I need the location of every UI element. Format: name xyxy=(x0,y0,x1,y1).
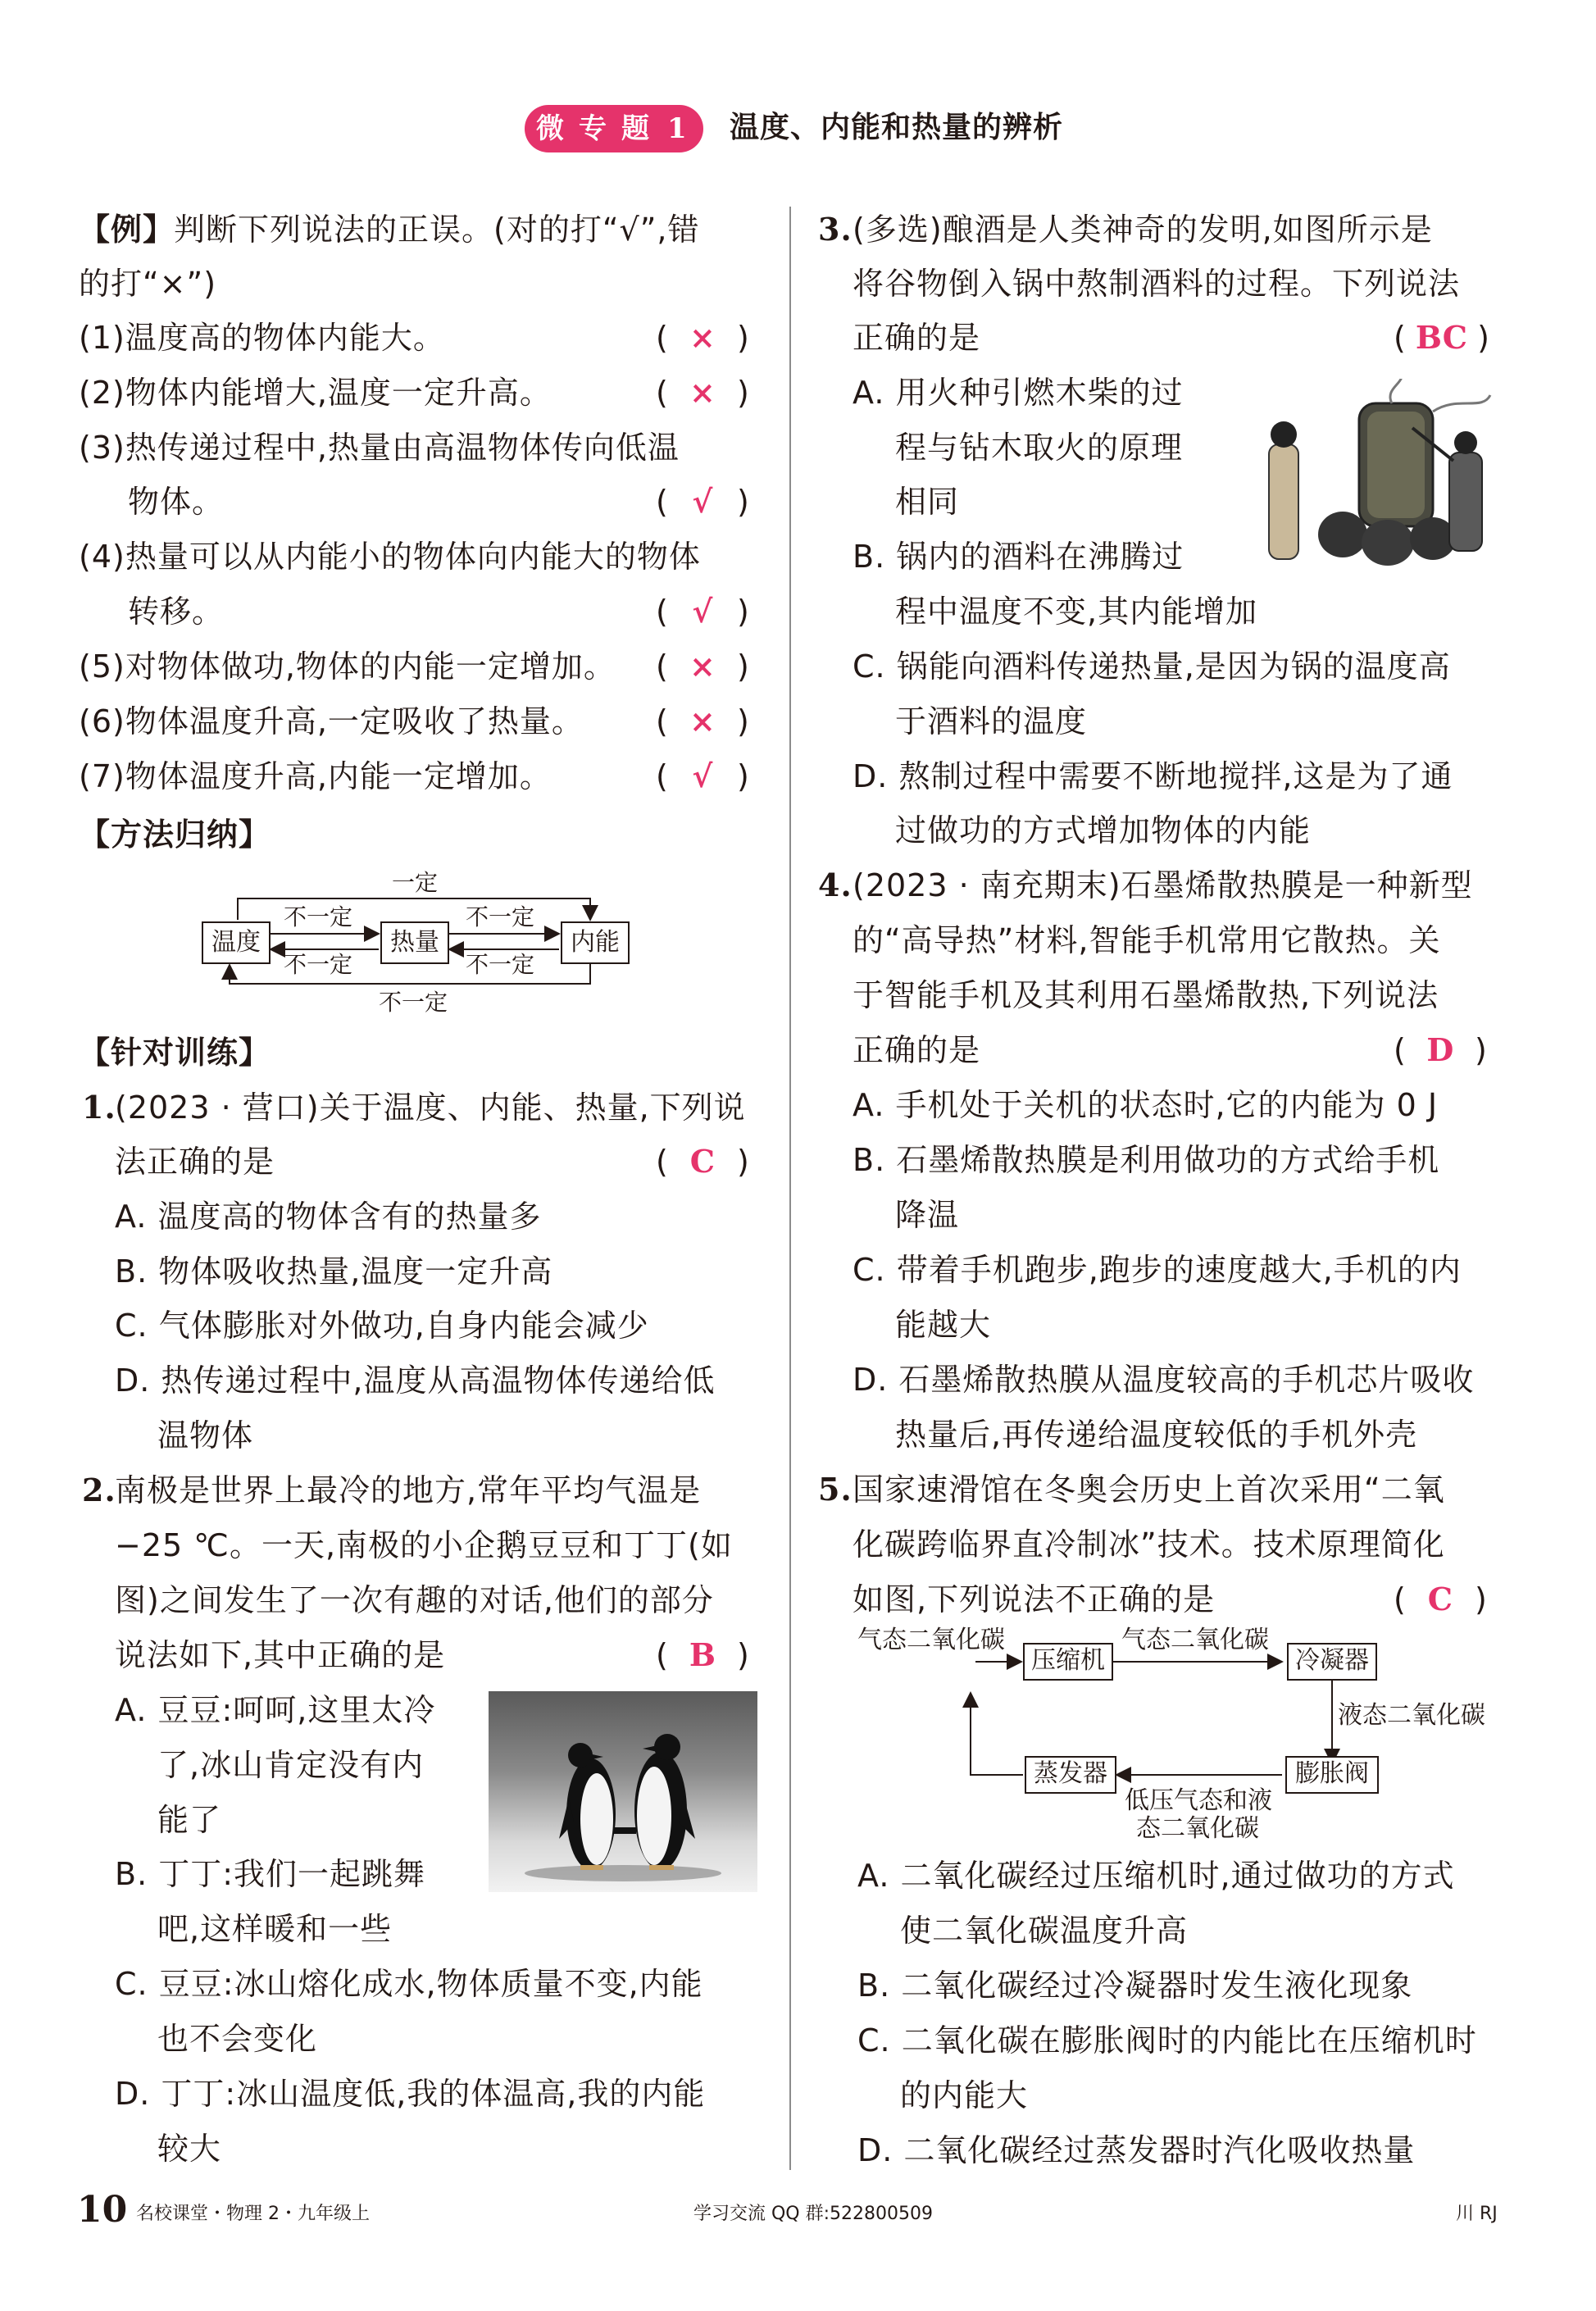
option: 相同 xyxy=(895,484,960,520)
question-text: (多选)酿酒是人类神奇的发明,如图所示是 xyxy=(853,212,1433,248)
answer-mark: × xyxy=(689,374,716,411)
example-item: (2)物体内能增大,温度一定升高。 xyxy=(79,375,552,411)
option: C. 二氧化碳在膨胀阀时的内能比在压缩机时 xyxy=(857,2022,1477,2059)
answer-blank: ( C ) xyxy=(1394,1581,1487,1617)
answer-blank: ( × ) xyxy=(656,319,749,356)
answer-mark: √ xyxy=(692,483,713,520)
option: C. 气体膨胀对外做功,自身内能会减少 xyxy=(115,1308,649,1344)
answer-blank: ( BC ) xyxy=(1394,319,1489,356)
answer-blank: ( × ) xyxy=(656,374,749,411)
answer-mark: D xyxy=(1426,1031,1454,1068)
answer-mark: √ xyxy=(692,757,713,794)
example-item: 物体。 xyxy=(128,484,225,520)
answer-blank: ( B ) xyxy=(656,1636,749,1673)
flow-label-e-to-v: 低压气态和液 xyxy=(1125,1786,1272,1815)
answer-blank: ( C ) xyxy=(656,1143,749,1180)
question-text: 将谷物倒入锅中熬制酒料的过程。下列说法 xyxy=(853,266,1461,302)
option: 了,冰山肯定没有内 xyxy=(157,1747,425,1783)
badge-char: 题 xyxy=(621,112,649,145)
label-h-n-top: 不一定 xyxy=(466,903,535,930)
question-text: (2023 · 营口)关于温度、内能、热量,下列说 xyxy=(115,1090,746,1126)
label-t-h-top: 不一定 xyxy=(284,903,353,930)
flow-label-n-to-e: 液态二氧化碳 xyxy=(1338,1701,1485,1730)
option: 能了 xyxy=(157,1802,222,1838)
option: A. 二氧化碳经过压缩机时,通过做功的方式 xyxy=(857,1858,1455,1894)
option: 吧,这样暖和一些 xyxy=(157,1911,393,1947)
example-item: (1)温度高的物体内能大。 xyxy=(79,320,445,356)
label-h-n-bottom: 不一定 xyxy=(466,951,535,978)
answer-blank: ( √ ) xyxy=(656,593,749,630)
badge-char: 微 xyxy=(536,112,564,145)
example-item: (6)物体温度升高,一定吸收了热量。 xyxy=(79,703,584,739)
question-number: 4. xyxy=(818,867,853,903)
topic-badge xyxy=(525,105,703,152)
answer-blank: ( D ) xyxy=(1394,1031,1487,1068)
answer-blank: ( √ ) xyxy=(656,757,749,794)
answer-mark: × xyxy=(689,648,716,685)
option: 过做功的方式增加物体的内能 xyxy=(895,812,1312,848)
compressor-box: 压缩机 xyxy=(1023,1643,1113,1681)
example-item: 转移。 xyxy=(128,594,225,630)
option: D. 二氧化碳经过蒸发器时汽化吸收热量 xyxy=(857,2132,1416,2168)
node-temperature: 温度 xyxy=(202,921,271,964)
option: A. 用火种引燃木柴的过 xyxy=(853,375,1184,411)
label-top: 一定 xyxy=(392,869,439,896)
method-tag: 【方法归纳】 xyxy=(79,817,271,853)
answer-mark: B xyxy=(689,1636,716,1673)
option: D. 石墨烯散热膜从温度较高的手机芯片吸收 xyxy=(853,1362,1475,1398)
option: B. 物体吸收热量,温度一定升高 xyxy=(115,1253,553,1290)
question-text: (2023 · 南充期末)石墨烯散热膜是一种新型 xyxy=(853,867,1473,903)
option: D. 热传递过程中,温度从高温物体传递给低 xyxy=(115,1362,716,1399)
question-number: 3. xyxy=(818,211,853,248)
option: 程与钻木取火的原理 xyxy=(895,430,1184,466)
question-text: 国家速滑馆在冬奥会历史上首次采用“二氧 xyxy=(853,1472,1445,1508)
option: 降温 xyxy=(895,1197,960,1233)
option: C. 豆豆:冰山熔化成水,物体质量不变,内能 xyxy=(115,1966,703,2002)
book-title: 名校课堂・物理 2・九年级上 xyxy=(136,2204,370,2224)
option: 能越大 xyxy=(895,1307,992,1343)
answer-mark: C xyxy=(689,1143,716,1180)
answer-mark: BC xyxy=(1415,319,1467,356)
question-text: 图)之间发生了一次有趣的对话,他们的部分 xyxy=(115,1582,714,1618)
badge-char: 专 xyxy=(579,112,607,145)
node-heat: 热量 xyxy=(380,921,449,964)
question-text: 法正确的是 xyxy=(115,1144,275,1180)
answer-blank: ( × ) xyxy=(656,648,749,685)
question-text: 正确的是 xyxy=(853,320,981,356)
question-text: 化碳跨临界直冷制冰”技术。技术原理简化 xyxy=(853,1526,1445,1563)
option: 使二氧化碳温度升高 xyxy=(900,1913,1189,1949)
column-divider xyxy=(789,207,791,2170)
option: A. 手机处于关机的状态时,它的内能为 0 J xyxy=(853,1087,1439,1123)
option: 热量后,再传递给温度较低的手机外壳 xyxy=(895,1417,1418,1453)
expansion-valve-box: 膨胀阀 xyxy=(1285,1756,1379,1794)
qq-group: 学习交流 QQ 群:522800509 xyxy=(693,2204,934,2224)
option: 较大 xyxy=(157,2131,222,2167)
question-text: 说法如下,其中正确的是 xyxy=(115,1637,446,1673)
example-intro: 判断下列说法的正误。(对的打“√”,错 xyxy=(174,212,700,248)
option: B. 二氧化碳经过冷凝器时发生液化现象 xyxy=(857,1968,1413,2004)
option: B. 石墨烯散热膜是利用做功的方式给手机 xyxy=(853,1142,1440,1178)
option: B. 丁丁:我们一起跳舞 xyxy=(115,1856,426,1892)
question-text: 正确的是 xyxy=(853,1032,981,1068)
label-t-h-bottom: 不一定 xyxy=(284,951,353,978)
option: 温物体 xyxy=(157,1417,254,1453)
question-text: −25 ℃。一天,南极的小企鹅豆豆和丁丁(如 xyxy=(115,1527,733,1563)
answer-blank: ( √ ) xyxy=(656,483,749,520)
option: D. 丁丁:冰山温度低,我的体温高,我的内能 xyxy=(115,2076,706,2112)
answer-mark: C xyxy=(1427,1581,1453,1617)
option: A. 温度高的物体含有的热量多 xyxy=(115,1199,542,1235)
evaporator-box: 蒸发器 xyxy=(1025,1756,1116,1794)
question-text: 于智能手机及其利用石墨烯散热,下列说法 xyxy=(853,977,1439,1013)
example-item: (3)热传递过程中,热量由高温物体传向低温 xyxy=(79,430,680,466)
answer-mark: × xyxy=(689,703,716,739)
example-tag: 【例】 xyxy=(79,212,175,248)
page-number: 10 xyxy=(77,2189,128,2231)
option: A. 豆豆:呵呵,这里太冷 xyxy=(115,1692,436,1728)
option: 也不会变化 xyxy=(157,2021,318,2057)
flow-label-e-to-v: 态二氧化碳 xyxy=(1136,1814,1259,1843)
question-text: 南极是世界上最冷的地方,常年平均气温是 xyxy=(115,1472,702,1508)
question-text: 如图,下列说法不正确的是 xyxy=(853,1581,1216,1617)
flow-label-in: 气态二氧化碳 xyxy=(857,1626,1005,1654)
answer-mark: × xyxy=(689,319,716,356)
answer-mark: √ xyxy=(692,593,713,630)
brewing-illustration xyxy=(1244,379,1500,575)
question-number: 5. xyxy=(818,1471,853,1508)
edition-code: 川 RJ xyxy=(1456,2204,1498,2224)
flow-label-c-to-n: 气态二氧化碳 xyxy=(1121,1626,1269,1654)
example-item: (4)热量可以从内能小的物体向内能大的物体 xyxy=(79,539,701,575)
option: C. 锅能向酒料传递热量,是因为锅的温度高 xyxy=(853,648,1451,685)
example-intro: 的打“×”) xyxy=(79,266,217,302)
option: 程中温度不变,其内能增加 xyxy=(895,594,1258,630)
option: C. 带着手机跑步,跑步的速度越大,手机的内 xyxy=(853,1252,1462,1288)
node-internal-energy: 内能 xyxy=(561,921,630,964)
option: 的内能大 xyxy=(900,2077,1029,2113)
example-item: (7)物体温度升高,内能一定增加。 xyxy=(79,758,552,794)
option: D. 熬制过程中需要不断地搅拌,这是为了通 xyxy=(853,758,1453,794)
answer-blank: ( × ) xyxy=(656,703,749,739)
option: 于酒料的温度 xyxy=(895,703,1088,739)
example-item: (5)对物体做功,物体的内能一定增加。 xyxy=(79,648,616,685)
option: B. 锅内的酒料在沸腾过 xyxy=(853,539,1184,575)
badge-number: 1 xyxy=(667,112,687,145)
question-text: 的“高导热”材料,智能手机常用它散热。关 xyxy=(853,922,1441,958)
label-bottom: 不一定 xyxy=(379,989,448,1016)
condenser-box: 冷凝器 xyxy=(1287,1643,1377,1681)
penguins-photo xyxy=(489,1691,757,1892)
question-number: 1. xyxy=(82,1089,116,1126)
question-number: 2. xyxy=(82,1472,116,1508)
training-tag: 【针对训练】 xyxy=(79,1035,271,1071)
page-title: 温度、内能和热量的辨析 xyxy=(730,111,1064,144)
